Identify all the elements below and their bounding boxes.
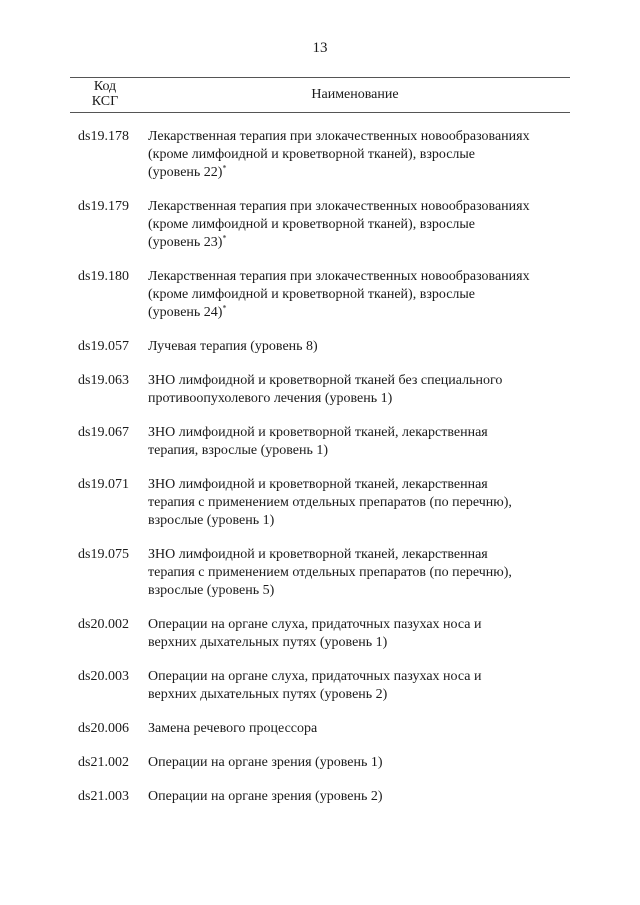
row-code: ds21.002 bbox=[78, 755, 129, 770]
row-code: ds20.003 bbox=[78, 669, 129, 684]
row-code: ds19.063 bbox=[78, 373, 129, 388]
header-code-label: Код КСГ bbox=[91, 79, 119, 109]
row-name: Лучевая терапия (уровень 8) bbox=[148, 339, 318, 354]
row-name bbox=[148, 268, 548, 322]
row-code: ds20.002 bbox=[78, 617, 129, 632]
row-name: Операции на органе зрения (уровень 1) bbox=[148, 755, 383, 770]
row-name: ЗНО лимфоидной и кроветворной тканей, лекарственная терапия с применением отдельных препаратов (по перечню), взрослые (уровень 1) bbox=[148, 477, 512, 528]
row-name: ЗНО лимфоидной и кроветворной тканей, лекарственная терапия с применением отдельных препаратов (по перечню), взрослые (уровень 5) bbox=[148, 547, 512, 598]
row-code: ds19.179 bbox=[78, 199, 129, 214]
page-number: 13 bbox=[312, 40, 328, 56]
table-row bbox=[70, 372, 570, 408]
row-code: ds19.057 bbox=[78, 339, 129, 354]
table-row bbox=[70, 424, 570, 460]
row-name bbox=[148, 198, 548, 252]
row-name: ЗНО лимфоидной и кроветворной тканей без специального противоопухолевого лечения (уровень 1) bbox=[148, 373, 503, 406]
footnote-marker: * bbox=[222, 303, 227, 313]
table-row bbox=[70, 668, 570, 704]
table-row bbox=[70, 754, 570, 772]
row-name: Замена речевого процессора bbox=[148, 721, 318, 736]
row-name: Операции на органе зрения (уровень 2) bbox=[148, 789, 383, 804]
row-code: ds19.071 bbox=[78, 477, 129, 492]
table-body bbox=[70, 128, 570, 822]
table-row bbox=[70, 198, 570, 252]
row-name-text: Лекарственная терапия при злокачественных новообразованиях (кроме лимфоидной и кроветворной тканей), взрослые (уровень 23) bbox=[148, 199, 530, 250]
row-code: ds19.075 bbox=[78, 547, 129, 562]
footnote-marker: * bbox=[222, 233, 227, 243]
row-code: ds19.067 bbox=[78, 425, 129, 440]
row-code: ds19.180 bbox=[78, 269, 129, 284]
table-row bbox=[70, 616, 570, 652]
row-code: ds21.003 bbox=[78, 789, 129, 804]
table-row bbox=[70, 546, 570, 600]
row-name: Операции на органе слуха, придаточных пазухах носа и верхних дыхательных путях (уровень 2) bbox=[148, 669, 482, 702]
table-header bbox=[70, 77, 570, 113]
table-row bbox=[70, 788, 570, 806]
row-name: ЗНО лимфоидной и кроветворной тканей, лекарственная терапия, взрослые (уровень 1) bbox=[148, 425, 488, 458]
table-row bbox=[70, 268, 570, 322]
header-name-label: Наименование bbox=[311, 87, 399, 102]
table-row bbox=[70, 128, 570, 182]
row-name-text: Лекарственная терапия при злокачественных новообразованиях (кроме лимфоидной и кроветворной тканей), взрослые (уровень 24) bbox=[148, 269, 530, 320]
row-name-text: Лекарственная терапия при злокачественных новообразованиях (кроме лимфоидной и кроветворной тканей), взрослые (уровень 22) bbox=[148, 129, 530, 180]
row-name: Операции на органе слуха, придаточных пазухах носа и верхних дыхательных путях (уровень 1) bbox=[148, 617, 482, 650]
row-name bbox=[148, 128, 548, 182]
row-code: ds19.178 bbox=[78, 129, 129, 144]
table-row bbox=[70, 338, 570, 356]
row-code: ds20.006 bbox=[78, 721, 129, 736]
table-row bbox=[70, 720, 570, 738]
table-row bbox=[70, 476, 570, 530]
footnote-marker: * bbox=[222, 163, 227, 173]
